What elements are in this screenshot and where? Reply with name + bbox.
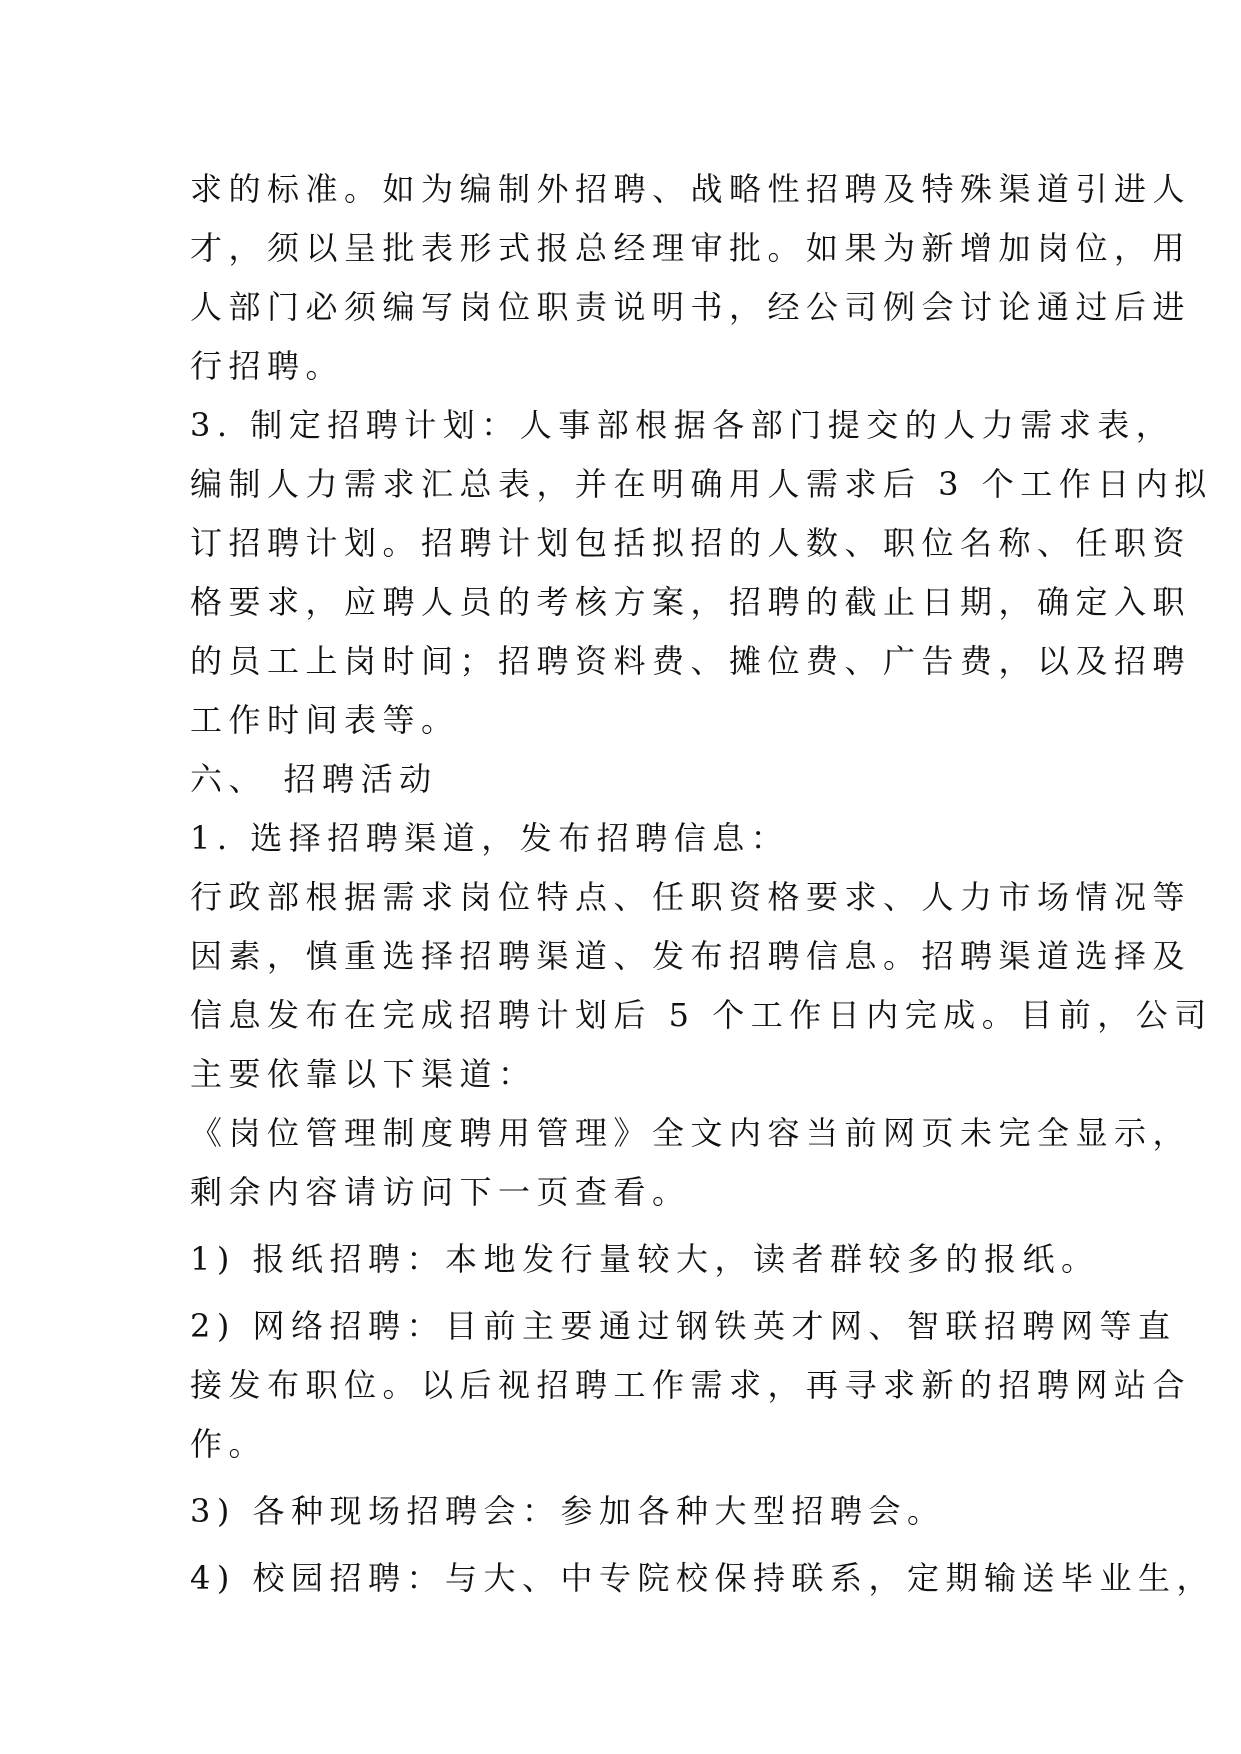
text-line: 行招聘。 (190, 347, 345, 385)
list-item: 3) 各种现场招聘会：参加各种大型招聘会。 (190, 1492, 946, 1530)
text-line: 接发布职位。以后视招聘工作需求，再寻求新的招聘网站合 (190, 1366, 1192, 1404)
text-line: 求的标准。如为编制外招聘、战略性招聘及特殊渠道引进人 (190, 170, 1192, 208)
list-item: 1) 报纸招聘：本地发行量较大，读者群较多的报纸。 (190, 1240, 1100, 1278)
truncation-notice: 《岗位管理制度聘用管理》全文内容当前网页未完全显示， (190, 1114, 1192, 1152)
text-line: 才，须以呈批表形式报总经理审批。如果为新增加岗位，用 (190, 229, 1192, 267)
list-item: 2) 网络招聘：目前主要通过钢铁英才网、智联招聘网等直 (190, 1307, 1177, 1345)
text-line: 3. 制定招聘计划：人事部根据各部门提交的人力需求表， (190, 406, 1175, 444)
text-line: 行政部根据需求岗位特点、任职资格要求、人力市场情况等 (190, 878, 1192, 916)
text-line: 格要求，应聘人员的考核方案，招聘的截止日期，确定入职 (190, 583, 1192, 621)
subsection-heading: 1. 选择招聘渠道，发布招聘信息： (190, 819, 790, 857)
document-body (190, 160, 1216, 1608)
truncation-notice: 剩余内容请访问下一页查看。 (190, 1173, 691, 1211)
text-line: 信息发布在完成招聘计划后 5 个工作日内完成。目前，公司 (190, 996, 1213, 1034)
text-line: 作。 (190, 1425, 268, 1463)
list-item: 4) 校园招聘：与大、中专院校保持联系，定期输送毕业生， (190, 1559, 1216, 1597)
text-line: 人部门必须编写岗位职责说明书，经公司例会讨论通过后进 (190, 288, 1192, 326)
section-heading: 六、 招聘活动 (190, 760, 438, 798)
text-line: 订招聘计划。招聘计划包括拟招的人数、职位名称、任职资 (190, 524, 1192, 562)
text-line: 编制人力需求汇总表，并在明确用人需求后 3 个工作日内拟 (190, 465, 1213, 503)
text-line: 的员工上岗时间；招聘资料费、摊位费、广告费，以及招聘 (190, 642, 1192, 680)
text-line: 因素，慎重选择招聘渠道、发布招聘信息。招聘渠道选择及 (190, 937, 1192, 975)
text-line: 工作时间表等。 (190, 701, 460, 739)
text-line: 主要依靠以下渠道： (190, 1055, 537, 1093)
